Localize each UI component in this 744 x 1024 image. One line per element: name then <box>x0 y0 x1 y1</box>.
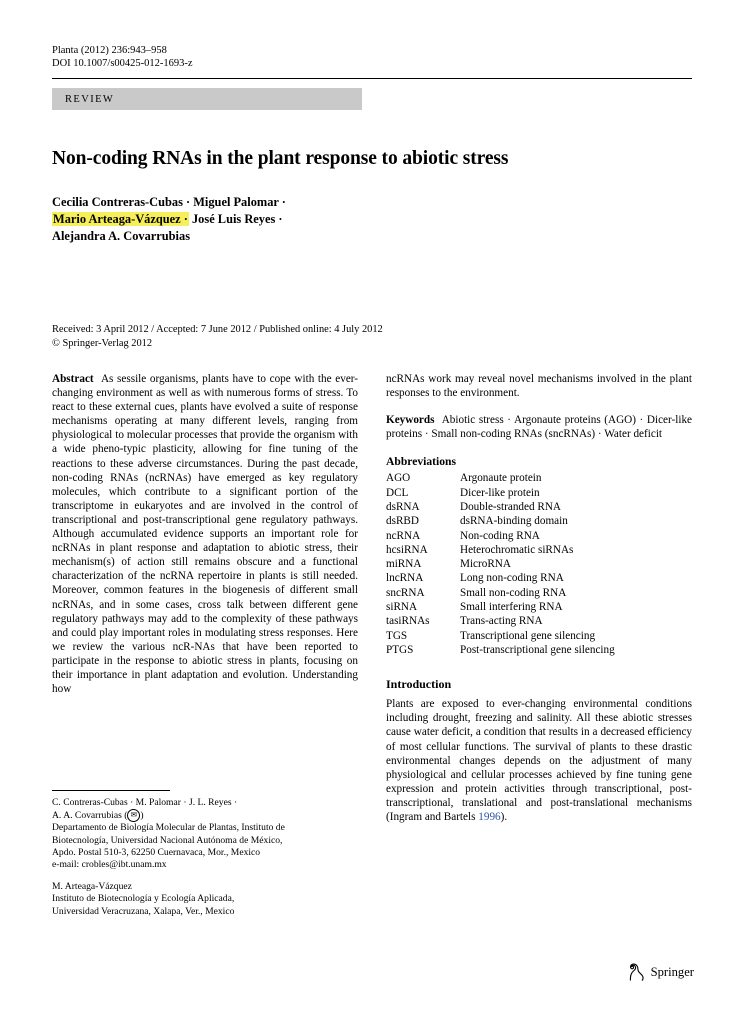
author-line-2 <box>52 211 692 228</box>
springer-horse-icon <box>628 963 645 982</box>
table-row <box>386 514 692 528</box>
abbreviation-value: Transcriptional gene silencing <box>460 629 596 642</box>
introduction-paragraph <box>386 697 692 824</box>
abbreviation-value: Small non-coding RNA <box>460 586 567 599</box>
abbreviation-key: sncRNA <box>386 586 425 599</box>
abbreviation-value: Long non-coding RNA <box>460 572 564 585</box>
abbreviation-value: MicroRNA <box>460 558 511 571</box>
abbreviations-table <box>386 471 692 657</box>
abbreviation-value: Heterochromatic siRNAs <box>460 543 574 556</box>
header-divider <box>52 78 692 79</box>
publisher-logo <box>628 963 694 982</box>
abbreviation-key: DCL <box>386 486 409 499</box>
abbreviation-key: tasiRNAs <box>386 615 430 628</box>
publication-dates <box>52 323 692 350</box>
abstract-continuation: ncRNAs work may reveal novel mechanisms involved in the plant responses to the environment. <box>386 373 692 400</box>
abbreviation-key: TGS <box>386 629 408 642</box>
abbreviation-key: ncRNA <box>386 529 421 542</box>
second-author-block <box>52 881 358 918</box>
abbreviation-key: hcsiRNA <box>386 543 428 556</box>
received-accepted-line: Received: 3 April 2012 / Accepted: 7 June 2012 / Published online: 4 July 2012 <box>52 324 383 335</box>
footnote-authors-line-2 <box>52 809 358 822</box>
footnote-author-2-affiliation-2: Universidad Veracruzana, Xalapa, Ver., Mexico <box>52 905 235 917</box>
copyright-line: © Springer-Verlag 2012 <box>52 337 153 349</box>
author-list <box>52 194 692 245</box>
article-type-band <box>52 88 362 110</box>
table-row <box>386 600 692 614</box>
email-line[interactable]: e-mail: crobles@ibt.unam.mx <box>52 859 167 871</box>
abbreviation-value: Non-coding RNA <box>460 529 540 542</box>
footnote-author-2-affiliation-1: Instituto de Biotecnología y Ecología Aplicada, <box>52 893 235 905</box>
abbreviation-value: Trans-acting RNA <box>460 615 543 628</box>
table-row <box>386 586 692 600</box>
table-row <box>386 500 692 514</box>
abbreviation-key: AGO <box>386 472 411 485</box>
abbreviation-value: Small interfering RNA <box>460 601 563 614</box>
abstract-text-left: As sessile organisms, plants have to cope with the ever-changing environment as well as with numerous forms of stress. To react to these external cues, plants have evolved a suite of response mechanisms operating at many different levels, ranging from physiological to molecular processes that provide the organism with a wide pheno-typic plasticity, allowing for fine tuning of the reactions to these adverse circumstances. During the past decade, non-coding RNAs (ncRNAs) have emerged as key regulatory molecules, which contribute to a significant portion of the transcriptome in eukaryotes and are involved in the control of transcriptional and post-transcriptional gene regulatory pathways. Although accumulated evidence supports an important role for ncRNAs in plant response and adaptation to abiotic stress, their mechanism(s) of action still remains obscure and a functional characterization of the ncRNA repertoire in plants is still needed. Moreover, common features in the biogenesis of different small ncRNAs, and in some cases, cross talk between different gene regulatory pathways may add to the complexity of these pathways and could play important roles in modulating stress responses. Here we review the various ncR-NAs that have been reported to participate in the response to abiotic stress in plants, focusing on their importance in plant adaptation and evolution. Understanding how <box>52 373 359 696</box>
table-row <box>386 557 692 571</box>
table-row <box>386 571 692 585</box>
abbreviation-value: dsRNA-binding domain <box>460 515 568 528</box>
table-row <box>386 629 692 643</box>
two-column-body <box>52 372 692 824</box>
abstract-label: Abstract <box>52 373 94 385</box>
paper-content <box>52 44 692 824</box>
keywords-block <box>386 413 692 441</box>
introduction-text-pre: Plants are exposed to ever-changing environmental conditions including drought, freezing and salinity. All these abiotic stresses cause water deficit, a condition that results in a decreased efficiency of most cellular functions. The survival of plants to these drastic environmental changes depends on the adjustment of many physiological and cellular processes achieved by fine tuning gene expression and protein activities through transcriptional, post-transcriptional, translational and post-translational mechanisms (Ingram and Bartels <box>386 698 692 823</box>
abbreviation-value: Post-transcriptional gene silencing <box>460 643 615 656</box>
introduction-heading: Introduction <box>386 677 452 692</box>
table-row <box>386 471 692 485</box>
footnote-corresponding-suffix: ) <box>140 810 144 822</box>
affiliation-line-1: Departamento de Biología Molecular de Plantas, Instituto de <box>52 822 285 834</box>
journal-reference <box>52 44 692 70</box>
citation-link[interactable]: 1996 <box>478 810 501 823</box>
keywords-label: Keywords <box>386 414 435 427</box>
author-line-2-rest: José Luis Reyes · <box>188 212 283 226</box>
abbreviation-key: siRNA <box>386 601 418 614</box>
affiliation-line-3: Apdo. Postal 510-3, 62250 Cuernavaca, Mor., Mexico <box>52 846 261 858</box>
introduction-text-post: ). <box>500 810 508 823</box>
publisher-name: Springer <box>650 965 694 979</box>
footnote-divider <box>52 790 170 791</box>
table-row <box>386 529 692 543</box>
article-type-label: REVIEW <box>65 93 115 105</box>
footnote-author-2: M. Arteaga-Vázquez <box>52 881 132 893</box>
abbreviation-key: lncRNA <box>386 572 424 585</box>
author-line-1: Cecilia Contreras-Cubas · Miguel Palomar · <box>52 195 286 209</box>
keywords-text: Abiotic stress · Argonaute proteins (AGO) · Dicer-like proteins · Small non-coding RNAs (sncRNAs) · Water deficit <box>386 414 693 441</box>
affiliation-line-2: Biotecnología, Universidad Nacional Autónoma de México, <box>52 834 283 846</box>
abbreviation-key: PTGS <box>386 643 414 656</box>
table-row <box>386 543 692 557</box>
abbreviation-value: Dicer-like protein <box>460 486 540 499</box>
abbreviation-value: Double-stranded RNA <box>460 500 561 513</box>
corresponding-author-block <box>52 797 358 871</box>
footnote-block <box>52 790 358 918</box>
page-title: Non-coding RNAs in the plant response to abiotic stress <box>52 148 509 169</box>
table-row <box>386 643 692 657</box>
journal-doi: DOI 10.1007/s00425-012-1693-z <box>52 58 193 69</box>
abstract-paragraph <box>52 372 358 696</box>
abbreviations-heading: Abbreviations <box>386 455 457 469</box>
footnote-corresponding-prefix: A. A. Covarrubias ( <box>52 810 128 822</box>
author-highlighted: Mario Arteaga-Vázquez · <box>53 212 188 226</box>
table-row <box>386 614 692 628</box>
left-column <box>52 372 358 824</box>
table-row <box>386 486 692 500</box>
author-line-3: Alejandra A. Covarrubias <box>52 229 191 243</box>
abbreviation-key: miRNA <box>386 558 422 571</box>
footnote-authors-line-1: C. Contreras-Cubas · M. Palomar · J. L. Reyes · <box>52 797 238 808</box>
footnote-spacer <box>52 871 358 881</box>
journal-citation: Planta (2012) 236:943–958 <box>52 45 167 56</box>
right-column <box>386 372 692 824</box>
envelope-icon: ✉ <box>127 809 140 822</box>
abbreviation-key: dsRBD <box>386 515 419 528</box>
abbreviation-value: Argonaute protein <box>460 472 542 485</box>
abbreviation-key: dsRNA <box>386 500 420 513</box>
